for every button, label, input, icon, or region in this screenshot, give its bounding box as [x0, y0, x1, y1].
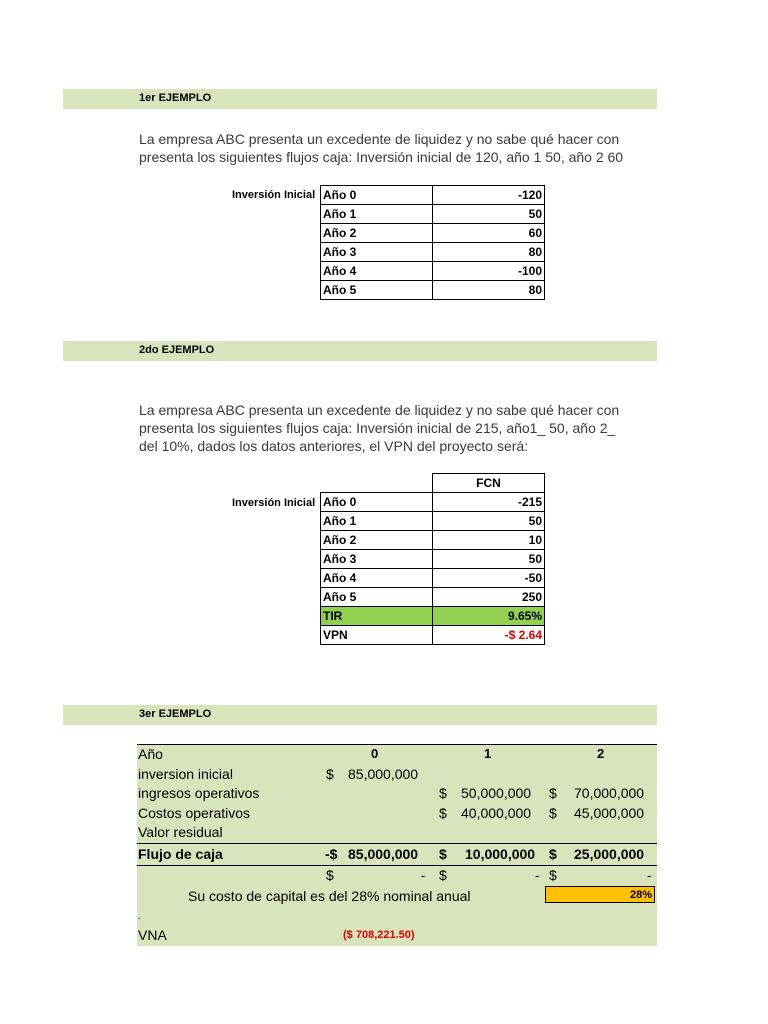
blank-cell — [321, 474, 433, 493]
year-1: 1 — [484, 746, 492, 761]
example2-header: 2do EJEMPLO — [139, 344, 215, 356]
value-cell: 10 — [433, 531, 545, 550]
residual-row — [137, 823, 657, 842]
ing-value-2: 70,000,000 — [574, 785, 645, 801]
flujo-row — [137, 845, 657, 864]
vna-label: VNA — [138, 927, 167, 943]
cost-currency-1: $ — [439, 805, 447, 821]
year-cell: Año 4 — [321, 262, 433, 281]
table-header-row — [321, 474, 545, 493]
cost-row — [137, 804, 657, 823]
ing-currency-2: $ — [549, 785, 557, 801]
tir-label: TIR — [321, 607, 433, 626]
table-row — [321, 224, 545, 243]
blank-dash-0: - — [421, 867, 426, 883]
example3-header: 3er EJEMPLO — [139, 708, 212, 720]
year-cell: Año 3 — [321, 550, 433, 569]
flujo-value-2: 25,000,000 — [574, 846, 645, 862]
value-cell: -50 — [433, 569, 545, 588]
residual-label: Valor residual — [138, 824, 223, 840]
example1-table — [320, 185, 545, 300]
tir-row — [321, 607, 545, 626]
table-row — [321, 205, 545, 224]
example3-table — [137, 744, 657, 946]
example2-line3: del 10%, dados los datos anteriores, el VPN del proyecto será: — [139, 438, 529, 454]
value-cell: -100 — [433, 262, 545, 281]
blank-currency-0: $ — [326, 867, 334, 883]
year-cell: Año 2 — [321, 224, 433, 243]
table-row — [321, 493, 545, 512]
flujo-label: Flujo de caja — [138, 846, 223, 862]
table-row — [321, 569, 545, 588]
flujo-currency-2: $ — [549, 846, 557, 862]
value-cell: 60 — [433, 224, 545, 243]
example2-table — [320, 473, 545, 645]
value-cell: -120 — [433, 186, 545, 205]
table-row — [321, 512, 545, 531]
example1-header: 1er EJEMPLO — [139, 92, 212, 104]
year-cell: Año 1 — [321, 512, 433, 531]
value-cell: 50 — [433, 205, 545, 224]
cost-currency-2: $ — [549, 805, 557, 821]
year-cell: Año 2 — [321, 531, 433, 550]
blank-currency-2: $ — [549, 867, 557, 883]
example1-inv-label: Inversión Inicial — [232, 189, 316, 201]
blank-dash-1: - — [535, 867, 540, 883]
year-2: 2 — [597, 746, 605, 761]
flujo-top-border — [137, 843, 657, 844]
example2-line1: La empresa ABC presenta un excedente de liquidez y no sabe qué hacer con — [139, 402, 620, 418]
cost-value-1: 40,000,000 — [461, 805, 532, 821]
flujo-currency-0: -$ — [325, 846, 338, 862]
vpn-value: -$ 2.64 — [433, 626, 545, 645]
year-cell: Año 0 — [321, 186, 433, 205]
inv-value: 85,000,000 — [348, 766, 419, 782]
year-0: 0 — [371, 746, 379, 761]
year-row — [137, 745, 657, 764]
flujo-value-0: 85,000,000 — [348, 846, 419, 862]
vna-value: ($ 708,221.50) — [343, 929, 415, 941]
example2-line2: presenta los siguientes flujos caja: Inversión inicial de 215, año1_ 50, año 2_ — [139, 420, 616, 436]
example1-header-band — [63, 89, 657, 109]
example1-paragraph — [139, 130, 657, 166]
cost-value-2: 45,000,000 — [574, 805, 645, 821]
flujo-value-1: 10,000,000 — [465, 846, 536, 862]
tir-value: 9.65% — [433, 607, 545, 626]
blank-dash-2: - — [647, 867, 652, 883]
example2-inv-label: Inversión Inicial — [232, 497, 316, 509]
ing-currency-1: $ — [439, 785, 447, 801]
value-cell: 80 — [433, 243, 545, 262]
year-label: Año — [138, 746, 163, 762]
blank-value-row — [137, 866, 657, 885]
value-cell: 250 — [433, 588, 545, 607]
year-cell: Año 5 — [321, 281, 433, 300]
ing-label: ingresos operativos — [138, 785, 260, 801]
ing-row — [137, 784, 657, 803]
cost-label: Costos operativos — [138, 805, 251, 821]
year-cell: Año 0 — [321, 493, 433, 512]
flujo-currency-1: $ — [439, 846, 447, 862]
example1-line2: presenta los siguientes flujos caja: Inversión inicial de 120, año 1 50, año 2 60 — [139, 149, 624, 165]
rate-text: Su costo de capital es del 28% nominal anual — [188, 888, 471, 904]
rate-value: 28% — [545, 886, 655, 903]
table-row — [321, 531, 545, 550]
inv-label: inversion inicial — [138, 766, 233, 782]
value-cell: 80 — [433, 281, 545, 300]
ing-value-1: 50,000,000 — [461, 785, 532, 801]
table-row — [321, 550, 545, 569]
inv-row — [137, 765, 657, 784]
vpn-label: VPN — [321, 626, 433, 645]
table-row — [321, 243, 545, 262]
example2-paragraph — [139, 401, 657, 455]
year-cell: Año 1 — [321, 205, 433, 224]
blank-currency-1: $ — [439, 867, 447, 883]
year-cell: Año 5 — [321, 588, 433, 607]
table-row — [321, 186, 545, 205]
vna-row — [137, 926, 657, 945]
example1-line1: La empresa ABC presenta un excedente de liquidez y no sabe qué hacer con — [139, 131, 620, 147]
value-cell: 50 — [433, 550, 545, 569]
year-cell: Año 3 — [321, 243, 433, 262]
example2-header-band — [63, 341, 657, 361]
dot-mark: . — [138, 911, 141, 922]
value-cell: -215 — [433, 493, 545, 512]
inv-currency: $ — [326, 766, 334, 782]
year-cell: Año 4 — [321, 569, 433, 588]
table-row — [321, 262, 545, 281]
table-row — [321, 588, 545, 607]
vpn-row — [321, 626, 545, 645]
table-row — [321, 281, 545, 300]
value-cell: 50 — [433, 512, 545, 531]
example3-header-band — [63, 705, 657, 725]
fcn-header: FCN — [433, 474, 545, 493]
